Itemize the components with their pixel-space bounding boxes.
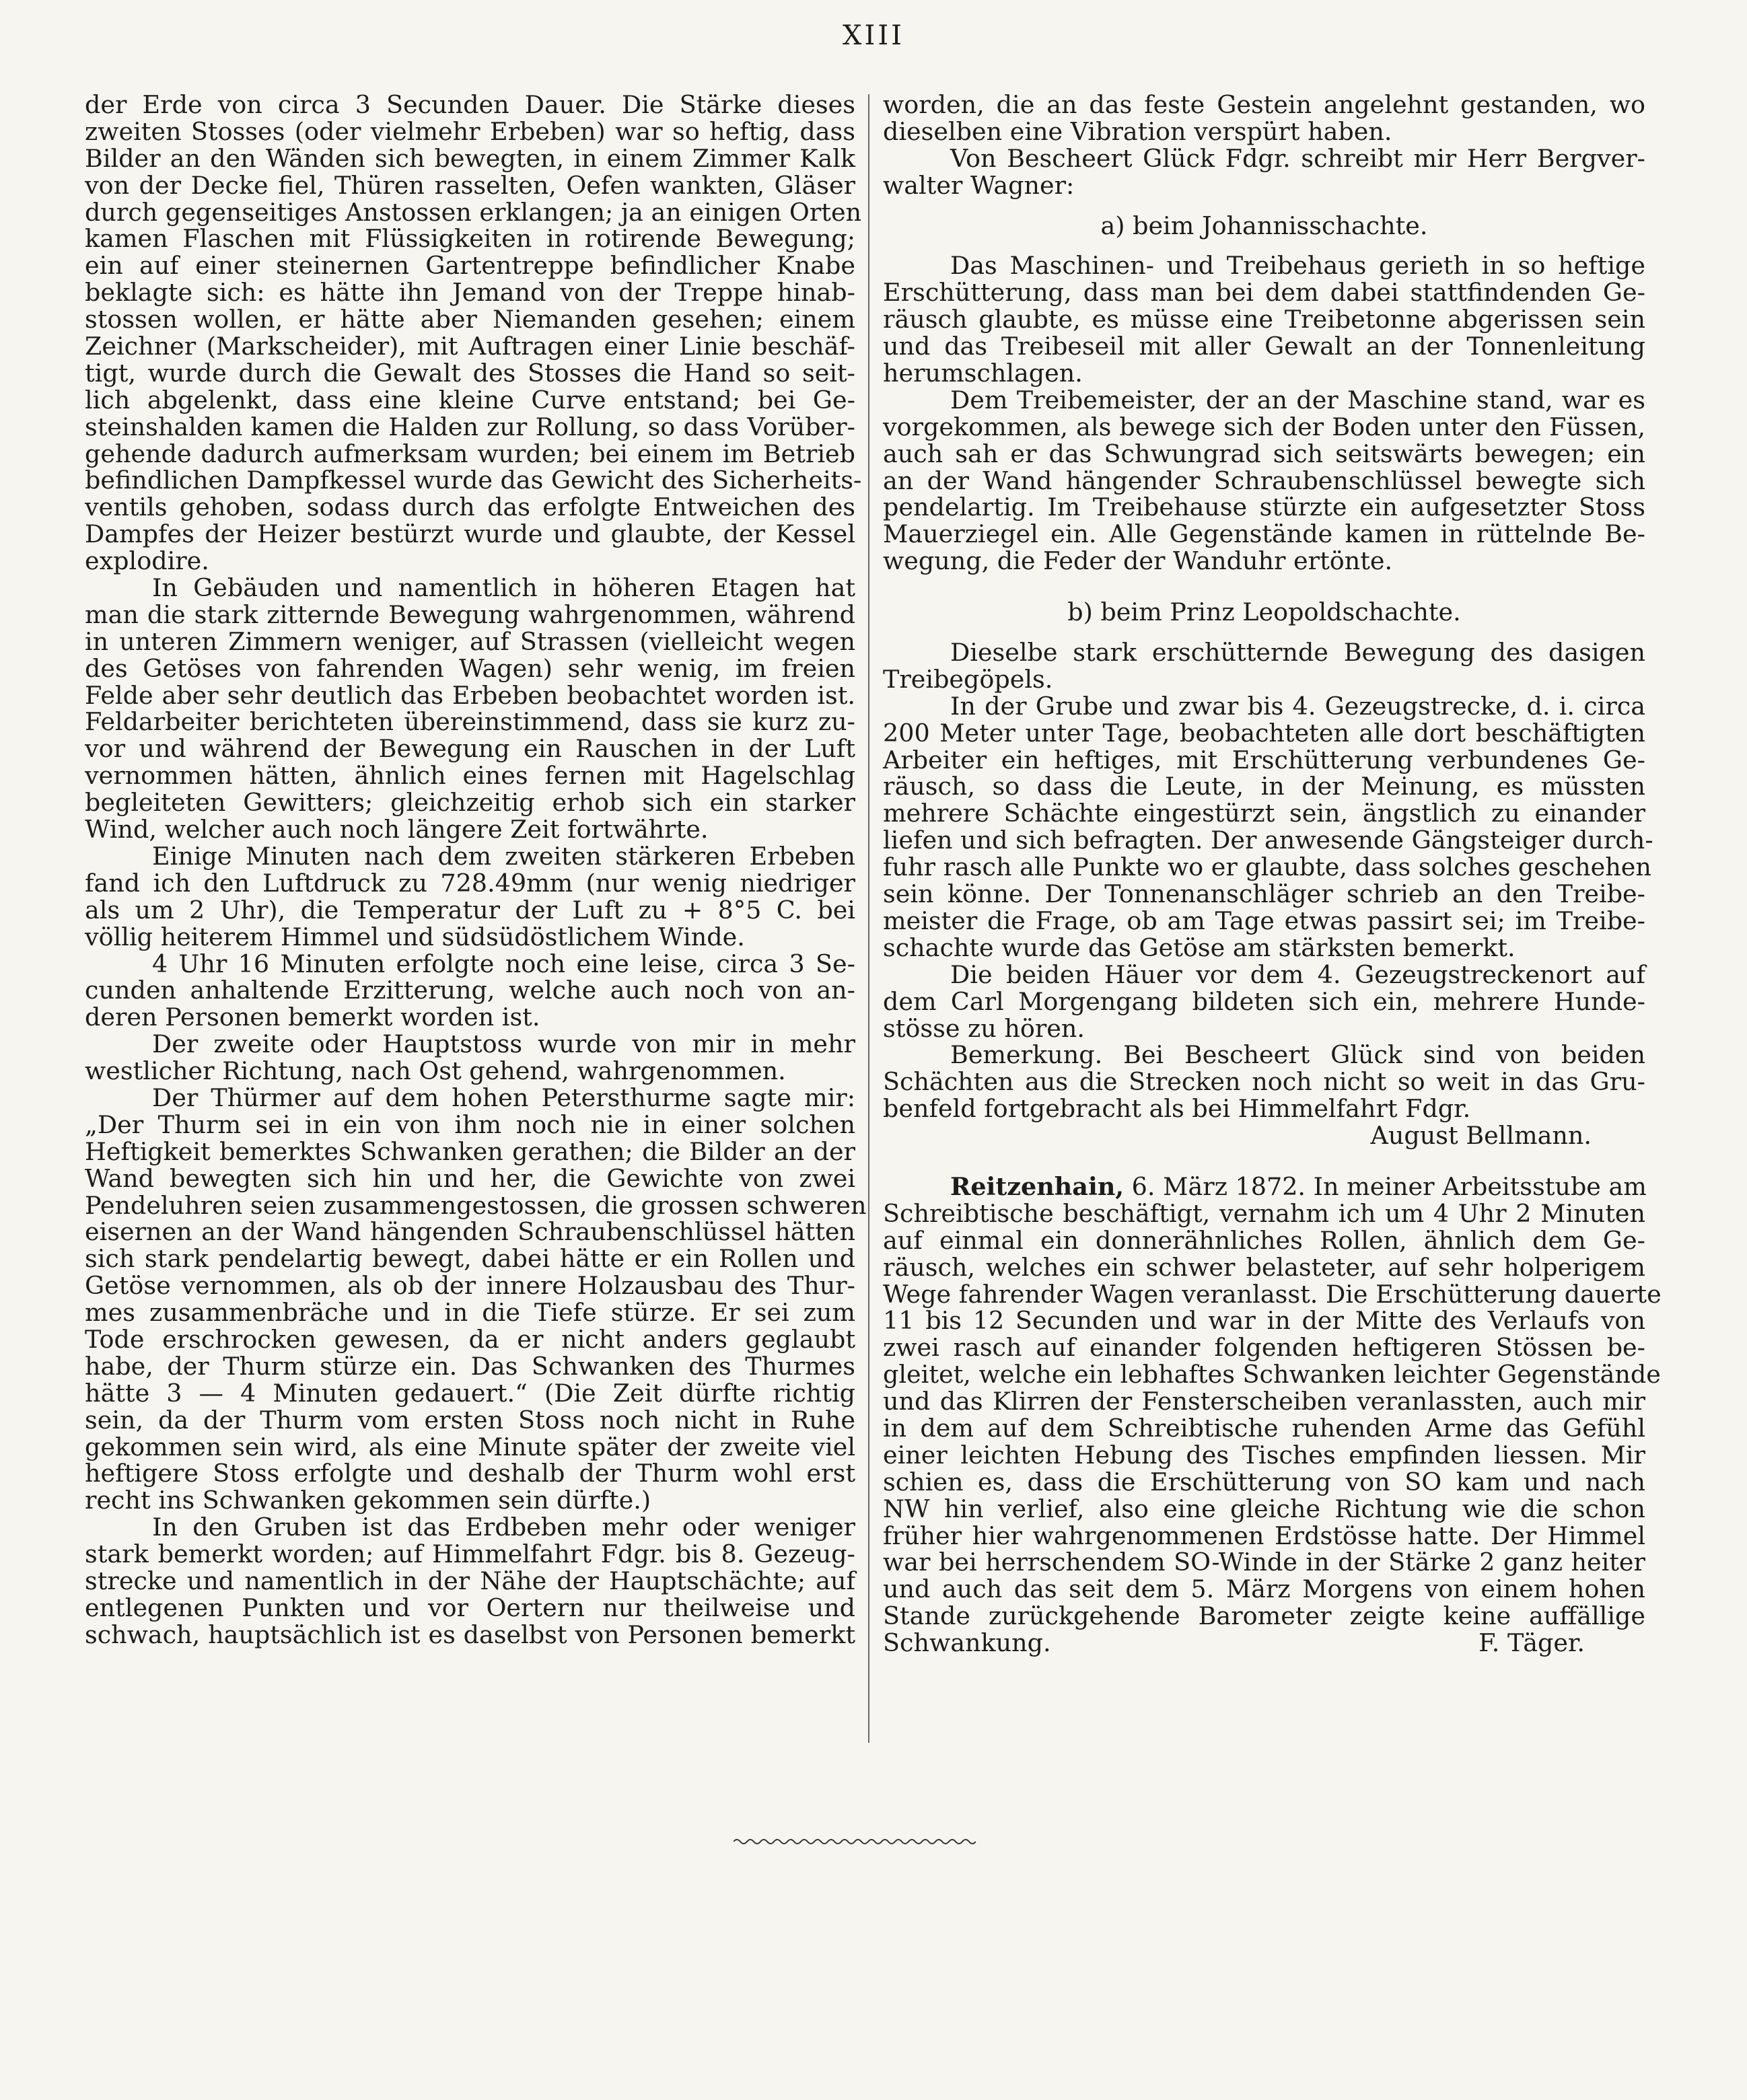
text-line: beklagte sich: es hätte ihn Jemand von der Treppe hinab- [85, 278, 855, 307]
text-line: walter Wagner: [883, 170, 1075, 200]
text-line: schien es, dass die Erschütterung von SO kam und nach [883, 1467, 1645, 1496]
text-line: Die beiden Häuer vor dem 4. Gezeugstreckenort auf [950, 960, 1645, 989]
text-line: Arbeiter ein heftiges, mit Erschütterung verbundenes Ge- [883, 745, 1645, 774]
text-line: a) beim Johannisschachte. [1100, 211, 1428, 240]
text-line: Stande zurückgehende Barometer zeigte keine auffällige [883, 1601, 1645, 1631]
text-line: tigt, wurde durch die Gewalt des Stosses die Hand so seit- [85, 358, 855, 388]
text-line: eisernen an der Wand hängenden Schraubenschlüssel hätten [85, 1217, 855, 1247]
text-line: In der Grube und zwar bis 4. Gezeugstrecke, d. i. circa [950, 691, 1645, 721]
text-line: 200 Meter unter Tage, beobachteten alle dort beschäftigten [883, 718, 1645, 748]
text-line: lich abgelenkt, dass eine kleine Curve entstand; bei Ge- [85, 385, 855, 414]
paragraph-gap [883, 239, 1645, 252]
text-line: ventils gehoben, sodass durch das erfolgte Entweichen des [85, 493, 855, 522]
author-signature: F. Täger. [1478, 1628, 1585, 1658]
text-line: liefen und sich befragten. Der anwesende Gängsteiger durch- [883, 826, 1653, 855]
text-line: gekommen sein wird, als eine Minute später der zweite viel [85, 1432, 855, 1461]
text-line: Erschütterung, dass man bei dem dabei stattfindenden Ge- [883, 278, 1645, 307]
text-line: 4 Uhr 16 Minuten erfolgte noch eine leise, circa 3 Se- [152, 949, 855, 978]
text-line: August Bellmann. [1370, 1121, 1592, 1151]
left-column [85, 90, 867, 1649]
text-line: In den Gruben ist das Erdbeben mehr oder weniger [152, 1513, 855, 1542]
text-line: Bilder an den Wänden sich bewegten, in einem Zimmer Kalk [85, 143, 855, 173]
text-line: ein auf einer steinernen Gartentreppe befindlicher Knabe [85, 251, 855, 281]
text-line: sein könne. Der Tonnenanschläger schrieb an den Treibe- [883, 879, 1645, 909]
text-line: steinshalden kamen die Halden zur Rollung, so dass Vorüber- [85, 412, 855, 441]
text-line: Schreibtische beschäftigt, vernahm ich um 4 Uhr 2 Minuten [883, 1198, 1645, 1228]
text-line: Bemerkung. Bei Bescheert Glück sind von beiden [950, 1040, 1645, 1070]
closing-text: Schwankung. [883, 1628, 1051, 1658]
text-line: zweiten Stosses (oder vielmehr Erbeben) war so heftig, dass [85, 116, 855, 146]
text-line: hätte 3 — 4 Minuten gedauert.“ (Die Zeit dürfte richtig [85, 1378, 855, 1408]
text-line: mehrere Schächte eingestürzt sein, ängstlich zu einander [883, 799, 1645, 828]
text-line: Der Thürmer auf dem hohen Petersthurme sagte mir: [152, 1083, 855, 1112]
text-line: habe, der Thurm stürze ein. Das Schwanken des Thurmes [85, 1351, 855, 1381]
text-line: an der Wand hängender Schraubenschlüssel bewegte sich [883, 466, 1645, 495]
text-line: deren Personen bemerkt worden ist. [85, 1003, 540, 1032]
paragraph-gap [883, 199, 1645, 213]
text-line: stark bemerkt worden; auf Himmelfahrt Fdgr. bis 8. Gezeug- [85, 1540, 855, 1569]
paragraph-gap [883, 626, 1645, 639]
text-line: explodire. [85, 546, 209, 576]
text-line: dieselben eine Vibration verspürt haben. [883, 116, 1392, 146]
text-line: In Gebäuden und namentlich in höheren Etagen hat [152, 573, 855, 603]
text-line: Mauerziegel ein. Alle Gegenstände kamen in rüttelnde Be- [883, 519, 1645, 549]
text-line: und das Treibeseil mit aller Gewalt an der Tonnenleitung [883, 332, 1645, 361]
text-line: heftigere Stoss erfolgte und deshalb der Thurm wohl erst [85, 1459, 855, 1488]
column-divider [868, 94, 869, 1743]
page-number: XIII [843, 20, 904, 51]
text-line: als um 2 Uhr), die Temperatur der Luft zu + 8°5 C. bei [85, 895, 855, 925]
text-line: Feldarbeiter berichteten übereinstimmend, dass sie kurz zu- [85, 707, 855, 737]
text-line: 11 bis 12 Secunden und war in der Mitte des Verlaufs von [883, 1306, 1645, 1336]
text-line: cunden anhaltende Erzitterung, welche auch noch von an- [85, 976, 855, 1005]
text-line: herumschlagen. [883, 359, 1083, 388]
text-line: Dampfes der Heizer bestürzt wurde und glaubte, der Kessel [85, 519, 855, 549]
text-line: Von Bescheert Glück Fdgr. schreibt mir Herr Bergver- [950, 143, 1645, 173]
text-line: „Der Thurm sei in ein von ihm noch nie in einer solchen [85, 1110, 855, 1139]
text-line: Dieselbe stark erschütternde Bewegung des dasigen [950, 638, 1645, 667]
text-line: Getöse vernommen, als ob der innere Holzausbau des Thur- [85, 1271, 855, 1301]
text-line: völlig heiterem Himmel und südsüdöstlichem Winde. [85, 922, 745, 951]
text-line: man die stark zitternde Bewegung wahrgenommen, während [85, 600, 855, 629]
text-line: räusch glaubte, es müsse eine Treibetonne abgerissen sein [883, 305, 1645, 334]
text-line: war bei herrschendem SO-Winde in der Stärke 2 ganz heiter [883, 1548, 1645, 1577]
text-line: des Getöses von fahrenden Wagen) sehr wenig, im freien [85, 653, 855, 683]
text-line: Felde aber sehr deutlich das Erbeben beobachtet worden ist. [85, 680, 855, 710]
text-line: von der Decke fiel, Thüren rasselten, Oefen wankten, Gläser [85, 170, 855, 200]
text-line: Wand bewegten sich hin und her, die Gewichte von zwei [85, 1163, 855, 1193]
text-line: der Erde von circa 3 Secunden Dauer. Die Stärke dieses [85, 90, 855, 119]
text-line: räusch, so dass die Leute, in der Meinung, es müssten [883, 772, 1645, 801]
text-line: strecke und namentlich in der Nähe der Hauptschächte; auf [85, 1566, 855, 1595]
text-line: benfeld fortgebracht als bei Himmelfahrt Fdgr. [883, 1094, 1471, 1124]
text-line: dem Carl Morgengang bildeten sich ein, mehrere Hunde- [883, 986, 1645, 1016]
text-line: Wege fahrender Wagen veranlasst. Die Erschütterung dauerte [883, 1279, 1662, 1309]
text-line: vorgekommen, als bewege sich der Boden unter den Füssen, [883, 412, 1645, 441]
text-line: sich stark pendelartig bewegt, dabei hätte er ein Rollen und [85, 1244, 855, 1274]
text-line: stösse zu hören. [883, 1013, 1085, 1043]
text-line: Dem Treibemeister, der an der Maschine stand, war es [950, 385, 1645, 414]
text-line: fuhr rasch alle Punkte wo er glaubte, dass solches geschehen [883, 853, 1651, 882]
text-line: fand ich den Luftdruck zu 728.49mm (nur wenig niedriger [85, 868, 855, 898]
text-line: durch gegenseitiges Anstossen erklangen; ja an einigen Orten [85, 197, 862, 227]
text-line: zwei rasch auf einander folgenden heftigeren Stössen be- [883, 1333, 1645, 1363]
text-line: einer leichten Hebung des Tisches empfinden liessen. Mir [883, 1440, 1645, 1470]
text-line: sein, da der Thurm vom ersten Stoss noch nicht in Ruhe [85, 1405, 855, 1435]
text-line: Das Maschinen- und Treibehaus gerieth in so heftige [950, 251, 1645, 281]
text-line: NW hin verlief, also eine gleiche Richtung wie die schon [883, 1494, 1645, 1523]
text-line: schwach, hauptsächlich ist es daselbst von Personen bemerkt [85, 1620, 855, 1649]
text-line: in dem auf dem Schreibtische ruhenden Arme das Gefühl [883, 1413, 1645, 1443]
paragraph-gap [883, 575, 1645, 599]
text-line: entlegenen Punkten und vor Oertern nur theilweise und [85, 1593, 855, 1622]
text-line: stossen wollen, er hätte aber Niemanden gesehen; einem [85, 305, 855, 334]
text-line: begleiteten Gewitters; gleichzeitig erhob sich ein starker [85, 788, 855, 818]
text-line: kamen Flaschen mit Flüssigkeiten in rotirende Bewegung; [85, 224, 855, 254]
right-column [883, 90, 1662, 1658]
text-line: vernommen hätten, ähnlich eines fernen mit Hagelschlag [85, 761, 855, 791]
text-line: gehende dadurch aufmerksam wurden; bei einem im Betrieb [85, 439, 855, 468]
text-line: gleitet, welche ein lebhaftes Schwanken leichter Gegenstände [883, 1360, 1661, 1389]
text-line: wegung, die Feder der Wanduhr ertönte. [883, 546, 1393, 576]
text-line: vor und während der Bewegung ein Rauschen in der Luft [85, 734, 855, 764]
text-line: in unteren Zimmern weniger, auf Strassen (vielleicht wegen [85, 626, 855, 656]
text-line: worden, die an das feste Gestein angelehnt gestanden, wo [883, 90, 1645, 119]
text-line: Treibegöpels. [883, 664, 1053, 694]
text-line: Schächten aus die Strecken noch nicht so weit in das Gru- [883, 1067, 1645, 1097]
text-line: mes zusammenbräche und in die Tiefe stürze. Er sei zum [85, 1298, 855, 1328]
text-line: b) beim Prinz Leopoldschachte. [1067, 598, 1461, 627]
text-line: Heftigkeit bemerktes Schwanken gerathen; die Bilder an der [85, 1136, 855, 1166]
text-line: Reitzenhain, 6. März 1872. In meiner Arbeitsstube am [950, 1171, 1647, 1201]
text-line: schachte wurde das Getöse am stärksten bemerkt. [883, 933, 1516, 962]
text-line: Pendeluhren seien zusammengestossen, die grossen schweren [85, 1190, 867, 1220]
text-line: pendelartig. Im Treibehause stürzte ein aufgesetzter Stoss [883, 493, 1645, 522]
place-name: Reitzenhain, [950, 1171, 1125, 1201]
end-ornament [734, 1838, 976, 1846]
text-line: Einige Minuten nach dem zweiten stärkeren Erbeben [152, 841, 855, 871]
text-line: früher hier wahrgenommenen Erdstösse hatte. Der Himmel [883, 1521, 1645, 1550]
text-line: recht ins Schwanken gekommen sein dürfte.) [85, 1486, 651, 1515]
closing-row [883, 1630, 1645, 1657]
paragraph-gap [883, 1149, 1645, 1173]
text-line: Tode erschrocken gewesen, da er nicht anders geglaubt [85, 1324, 855, 1354]
text-line: westlicher Richtung, nach Ost gehend, wahrgenommen. [85, 1056, 786, 1086]
text-line: meister die Frage, ob am Tage etwas passirt sei; im Treibe- [883, 906, 1645, 935]
text-line: Wind, welcher auch noch längere Zeit fortwährte. [85, 815, 709, 844]
text-line: räusch, welches ein schwer belasteter, auf sehr holperigem [883, 1252, 1645, 1282]
text-line: auch sah er das Schwungrad sich seitswärts bewegen; ein [883, 439, 1645, 468]
text-line: Der zweite oder Hauptstoss wurde von mir in mehr [152, 1029, 855, 1059]
text-line: befindlichen Dampfkessel wurde das Gewicht des Sicherheits- [85, 466, 862, 495]
text-line: auf einmal ein donnerähnliches Rollen, ähnlich dem Ge- [883, 1225, 1645, 1255]
text-line: und das Klirren der Fensterscheiben veranlassten, auch mir [883, 1387, 1645, 1416]
text-line: Zeichner (Markscheider), mit Auftragen einer Linie beschäf- [85, 332, 855, 361]
text-line: und auch das seit dem 5. März Morgens von einem hohen [883, 1574, 1645, 1604]
